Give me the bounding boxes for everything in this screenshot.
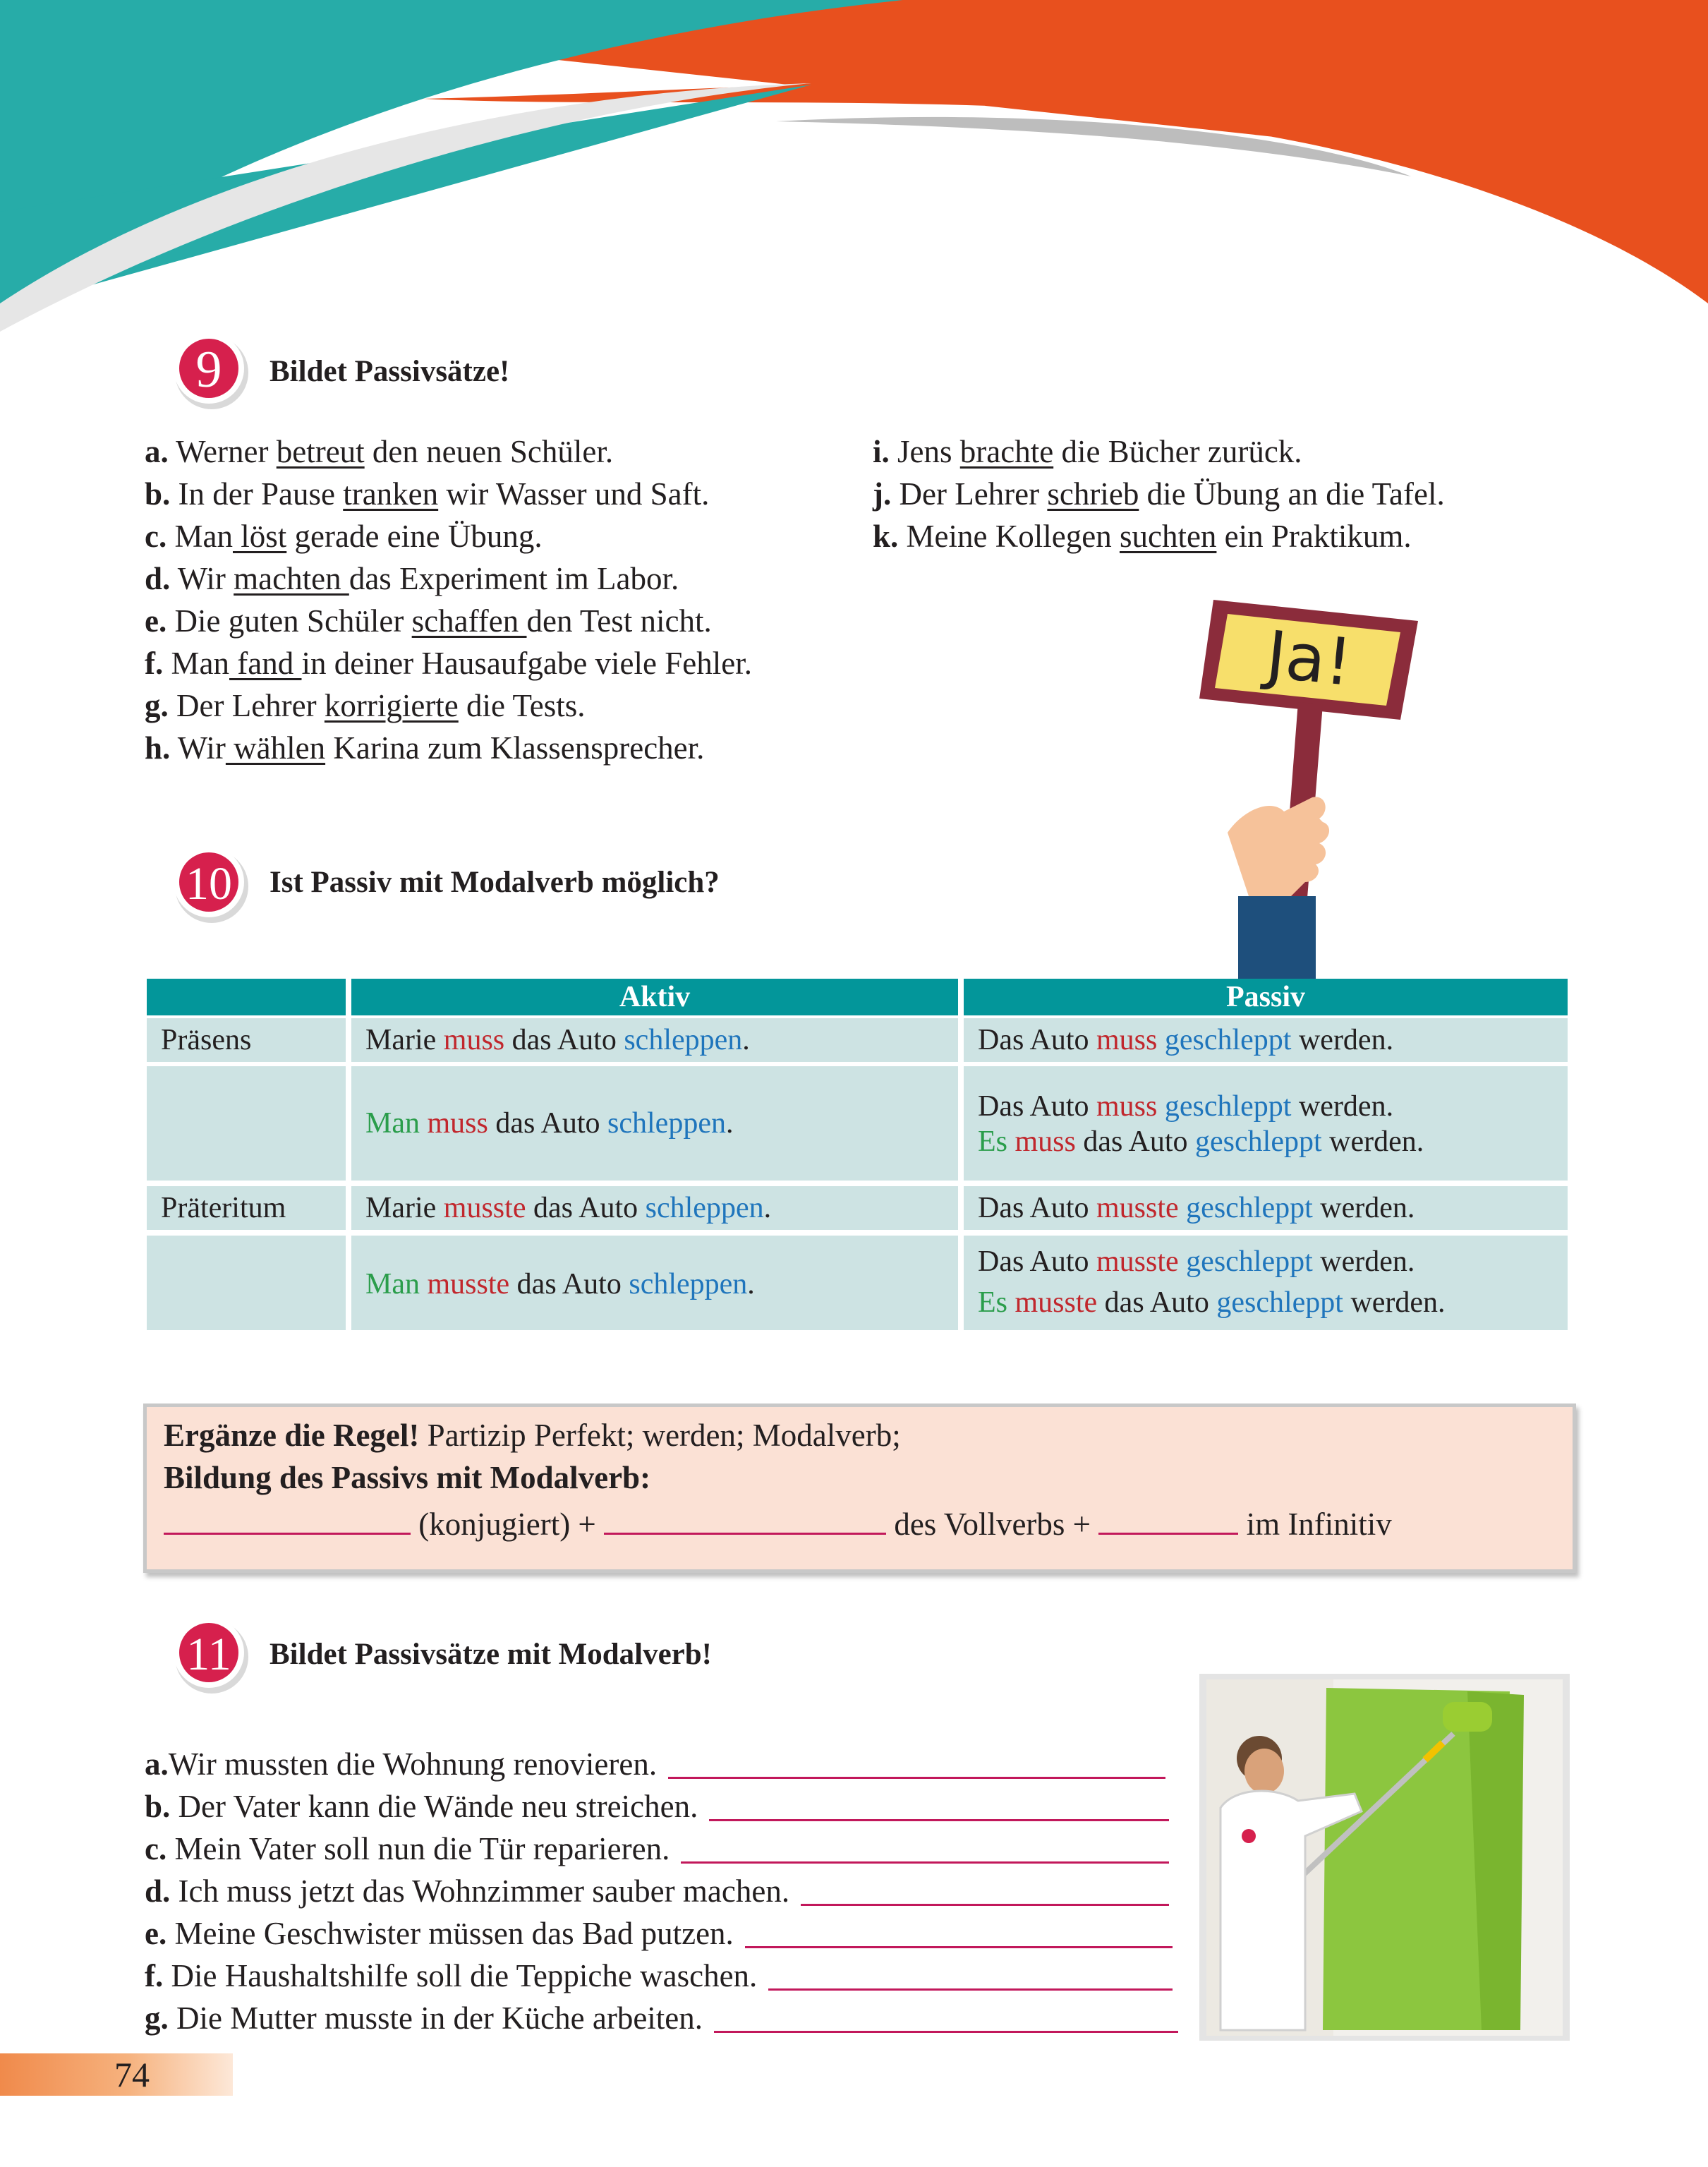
underlined-verb: machten [234,561,349,596]
row-label-praesens: Präsens [147,1018,346,1062]
underlined-verb: suchten [1119,519,1217,554]
row-label-empty [147,1236,346,1330]
item-letter: g. [145,2000,169,2036]
table-header-passiv: Passiv [964,979,1568,1015]
exercise-9-item: d. Wir machten das Experiment im Labor. [145,561,679,596]
exercise-11-item: e. Meine Geschwister müssen das Bad putzen. [145,1916,734,1951]
row-label-praeteritum: Präteritum [147,1186,346,1230]
item-letter: f. [145,1958,164,1993]
rule-options: Partizip Perfekt; werden; Modalverb; [419,1418,901,1453]
painter-photo [1199,1674,1570,2041]
page-number: 74 [114,2055,150,2094]
item-letter: g. [145,688,169,723]
row-label-empty [147,1066,346,1181]
table-row: Man muss das Auto schleppen. [351,1066,958,1181]
underlined-verb: tranken [343,476,439,512]
exercise-9-item: b. In der Pause tranken wir Wasser und Saft. [145,476,710,512]
underlined-verb: löst [232,519,287,554]
item-letter: e. [145,1916,167,1951]
exercise-11-title: Bildet Passivsätze mit Modalverb! [269,1638,712,1671]
item-letter: d. [145,561,171,596]
item-letter: j. [873,476,892,512]
exercise-9-badge [172,332,251,411]
table-row: Das Auto musste geschleppt werden. [964,1186,1568,1230]
item-letter: b. [145,476,171,512]
exercise-10-title: Ist Passiv mit Modalverb möglich? [269,866,720,899]
item-letter: a. [145,434,169,469]
answer-line[interactable] [745,1946,1173,1948]
underlined-verb: brachte [959,434,1054,469]
exercise-9-item: j. Der Lehrer schrieb die Übung an die Tafel. [873,476,1445,512]
svg-text:9: 9 [195,341,222,399]
exercise-9-title: Bildet Passivsätze! [269,355,510,388]
underlined-verb: betreut [276,434,365,469]
answer-line[interactable] [801,1904,1169,1906]
item-letter: i. [873,434,890,469]
exercise-9-item: a. Werner betreut den neuen Schüler. [145,434,614,469]
table-row: Man musste das Auto schleppen. [351,1236,958,1330]
exercise-9-item: e. Die guten Schüler schaffen den Test nicht. [145,603,712,639]
exercise-11-item: g. Die Mutter musste in der Küche arbeiten. [145,2000,703,2036]
exercise-9-item: g. Der Lehrer korrigierte die Tests. [145,688,586,723]
exercise-11-item: a.Wir mussten die Wohnung renovieren. [145,1746,658,1782]
answer-line[interactable] [681,1861,1169,1864]
exercise-11-badge [172,1616,251,1695]
answer-line[interactable] [668,1777,1165,1779]
rule-title: Ergänze die Regel! [164,1418,420,1453]
item-letter: c. [145,1831,167,1866]
rule-blank-2[interactable] [604,1527,886,1535]
exercise-9-item: h. Wir wählen Karina zum Klassensprecher. [145,730,705,766]
table-row: Das Auto musste geschleppt werden. Es musste das Auto geschleppt werden. [964,1236,1568,1330]
rule-box [143,1404,1576,1573]
rule-blank-3[interactable] [1098,1527,1238,1535]
item-letter: f. [145,646,164,681]
table-row: Das Auto muss geschleppt werden. [964,1018,1568,1062]
svg-text:Ja!: Ja! [1263,617,1356,701]
item-letter: d. [145,1873,171,1909]
exercise-9-item: i. Jens brachte die Bücher zurück. [873,434,1302,469]
exercise-11-item: d. Ich muss jetzt das Wohnzimmer sauber machen. [145,1873,790,1909]
item-letter: k. [873,519,899,554]
underlined-verb: schrieb [1047,476,1139,512]
underlined-verb: schaffen [411,603,527,639]
exercise-9-item: f. Man fand in deiner Hausaufgabe viele Fehler. [145,646,752,681]
table-row: Marie musste das Auto schleppen. [351,1186,958,1230]
item-letter: c. [145,519,167,554]
exercise-9-item: c. Man löst gerade eine Übung. [145,519,543,554]
svg-text:11: 11 [186,1629,231,1680]
item-letter: b. [145,1789,171,1824]
exercise-11-item: b. Der Vater kann die Wände neu streichen. [145,1789,698,1824]
rule-title-line [164,1416,901,1455]
svg-text:10: 10 [186,858,232,910]
ja-sign-illustration [1185,586,1425,981]
underlined-verb: fand [229,646,302,681]
table-row: Marie muss das Auto schleppen. [351,1018,958,1062]
item-letter: e. [145,603,167,639]
rule-subtitle: Bildung des Passivs mit Modalverb: [164,1460,651,1495]
table-header-empty [147,979,346,1015]
item-letter: a. [145,1746,169,1782]
answer-line[interactable] [714,2031,1178,2033]
rule-formula: (konjugiert) + des Vollverbs + im Infinitiv [164,1504,1392,1544]
answer-line[interactable] [709,1819,1169,1821]
underlined-verb: wählen [225,730,326,766]
exercise-11-item: c. Mein Vater soll nun die Tür reparieren. [145,1831,670,1866]
exercise-11-item: f. Die Haushaltshilfe soll die Teppiche waschen. [145,1958,758,1993]
table-row: Das Auto muss geschleppt werden. Es muss das Auto geschleppt werden. [964,1066,1568,1181]
header-swoosh [0,0,1708,332]
answer-line[interactable] [768,1988,1173,1991]
exercise-9-item: k. Meine Kollegen suchten ein Praktikum. [873,519,1412,554]
underlined-verb: korrigierte [324,688,459,723]
item-letter: h. [145,730,171,766]
exercise-10-badge [172,845,251,924]
table-header-aktiv: Aktiv [351,979,958,1015]
rule-blank-1[interactable] [164,1527,411,1535]
